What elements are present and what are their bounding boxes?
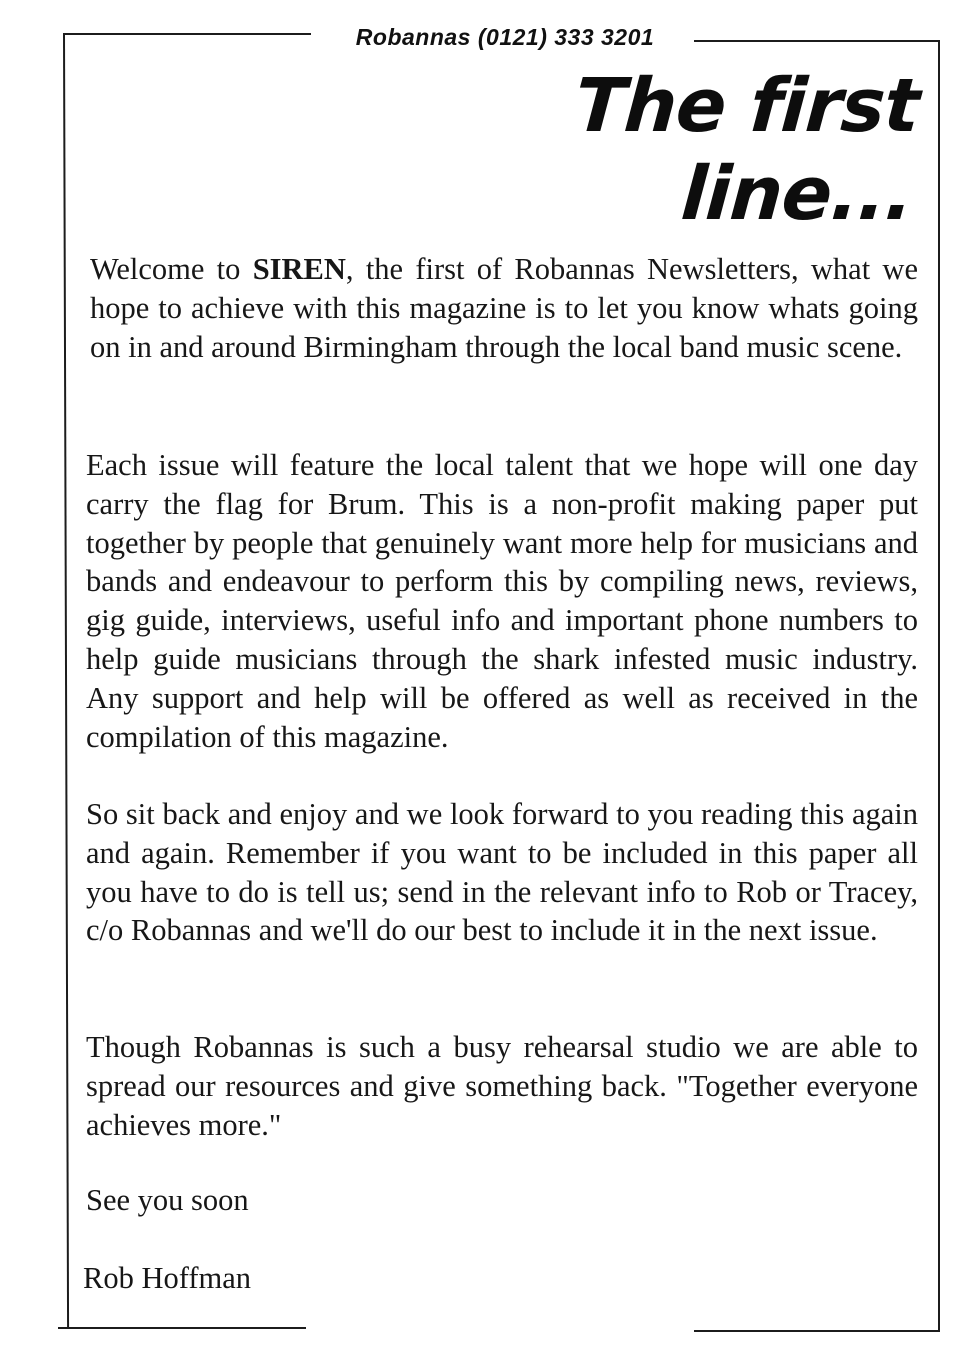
magazine-name: SIREN	[252, 252, 346, 286]
frame-top-right-border	[694, 40, 940, 42]
paragraph-sit-back: So sit back and enjoy and we look forward to you reading this again and again. Remember if you want to be included in this paper all you have to do is tell us; send in the relevant info to Rob or Tracey, c/o Robannas and we'll do our best to include it in the next issue.	[86, 797, 918, 948]
signature: Rob Hoffman	[83, 1261, 252, 1295]
frame-left-border	[63, 33, 69, 1328]
frame-bottom-left-border	[58, 1327, 306, 1329]
closing-line: See you soon	[86, 1183, 249, 1217]
paragraph-each-issue: Each issue will feature the local talent that we hope will one day carry the flag for Brum. This is a non-profit making paper put together by people that genuinely want more help for musicians and bands and endeavour to perform this by compiling news, reviews, gig guide, interviews, useful info and important phone numbers to help guide musicians through the shark infested music industry. Any support and help will be offered as well as received in the compilation of this magazine.	[86, 448, 918, 754]
paragraph-welcome-prefix: Welcome to	[90, 252, 253, 286]
page-headline	[566, 62, 922, 238]
headline-line-1: The first	[572, 63, 923, 149]
frame-bottom-right-border	[694, 1330, 940, 1332]
paragraph-welcome	[90, 250, 918, 366]
frame-right-border	[938, 40, 940, 1332]
headline-line-2: line...	[678, 151, 916, 237]
paragraph-robannas-studio: Though Robannas is such a busy rehearsal studio we are able to spread our resources and give something back. "Together everyone achieves more."	[86, 1030, 918, 1142]
paragraph-welcome-rest: , the first of Robannas Newsletters, what we hope to achieve with this magazine is to let you know whats going on in and around Birmingham through the local band music scene.	[90, 252, 918, 364]
frame-top-left-border	[63, 33, 311, 35]
header-contact: Robannas (0121) 333 3201	[355, 24, 655, 50]
